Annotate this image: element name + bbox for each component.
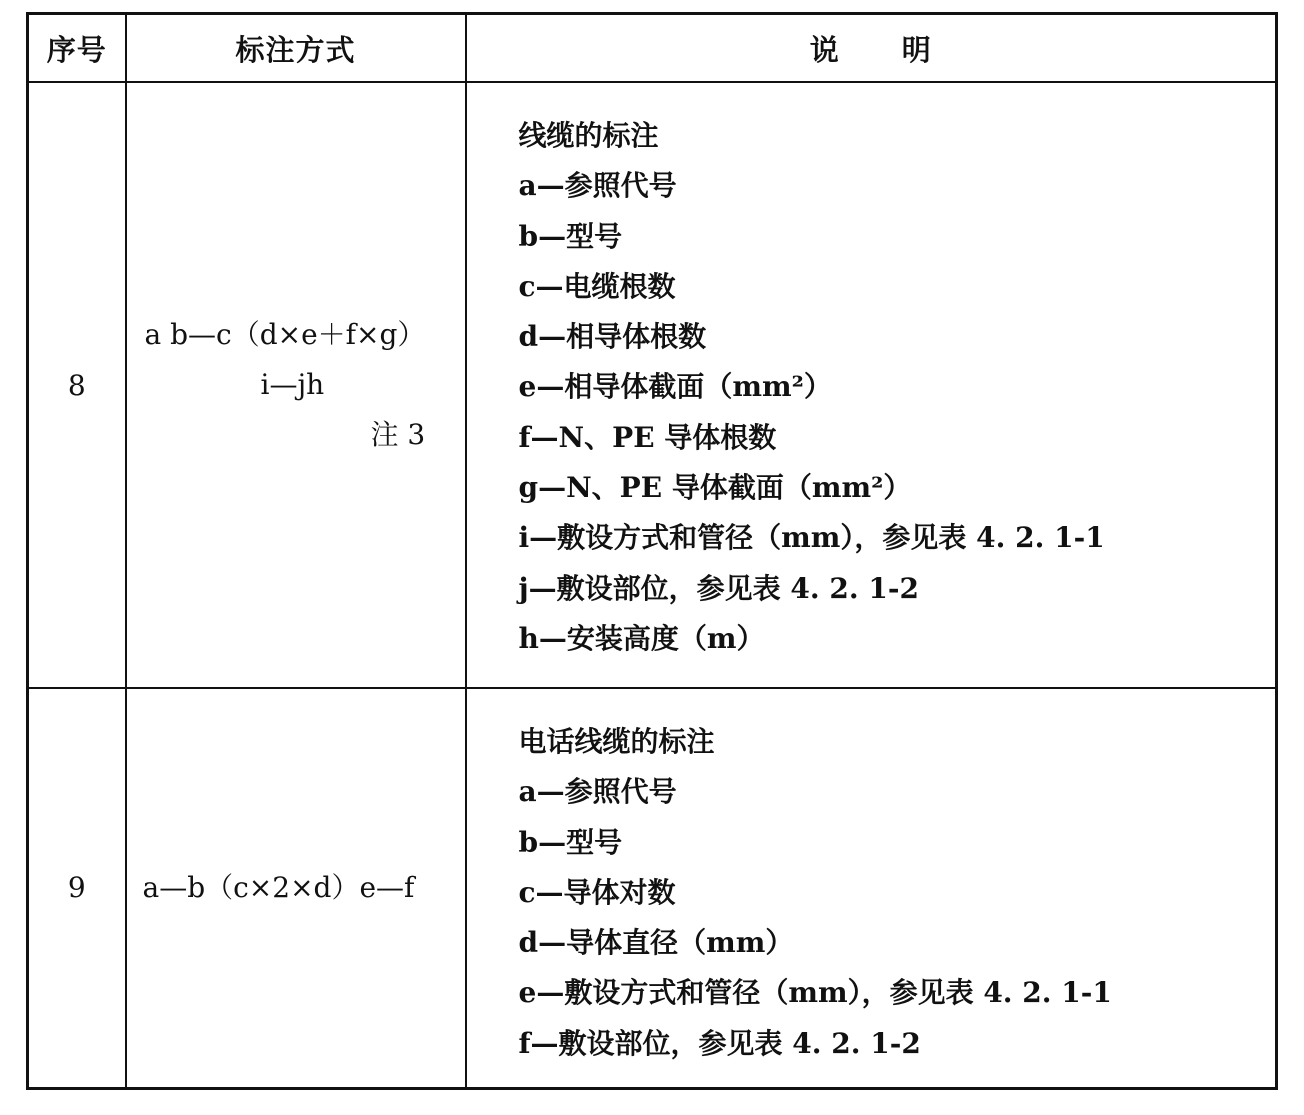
row-description — [466, 82, 1277, 688]
description-item: b—型号 — [518, 825, 623, 859]
marking-line: a b—c（d×e＋f×g） — [144, 318, 426, 351]
header-description-right: 明 — [901, 32, 932, 67]
row-serial-number: 8 — [28, 82, 126, 688]
description-item: f—N、PE 导体根数 — [518, 420, 777, 454]
description-item: f—敷设部位，参见表 4. 2. 1-2 — [518, 1026, 921, 1060]
description-item: g—N、PE 导体截面（mm²） — [518, 471, 912, 505]
description-item: d—导体直径（mm） — [518, 926, 794, 960]
header-description-left: 说 — [809, 32, 840, 67]
description-item: a—参照代号 — [518, 775, 677, 809]
description-item: e—相导体截面（mm²） — [518, 370, 832, 404]
marking-note: 注 3 — [370, 418, 426, 451]
header-serial-number: 序号 — [28, 14, 126, 83]
header-marking-method: 标注方式 — [126, 14, 466, 83]
description-title: 电话线缆的标注 — [518, 725, 715, 758]
description-item: i—敷设方式和管径（mm），参见表 4. 2. 1-1 — [518, 521, 1105, 555]
table-header-row — [28, 14, 1277, 83]
table-row — [28, 82, 1277, 688]
description-item: a—参照代号 — [518, 169, 677, 203]
description-item: h—安装高度（m） — [518, 621, 765, 655]
cable-marking-table — [26, 12, 1278, 1090]
row-serial-number: 9 — [28, 688, 126, 1088]
description-item: e—敷设方式和管径（mm），参见表 4. 2. 1-1 — [518, 976, 1112, 1010]
table-row — [28, 688, 1277, 1088]
description-item: j—敷设部位，参见表 4. 2. 1-2 — [518, 571, 919, 605]
description-item: c—电缆根数 — [518, 269, 676, 303]
row-marking-method — [126, 82, 466, 688]
row-marking-method — [126, 688, 466, 1088]
description-item: d—相导体根数 — [518, 320, 707, 354]
row-description — [466, 688, 1277, 1088]
marking-line: i—jh — [260, 368, 325, 401]
description-item: b—型号 — [518, 219, 623, 253]
marking-line: a—b（c×2×d）e—f — [142, 870, 415, 904]
description-title: 线缆的标注 — [518, 119, 659, 152]
header-description — [466, 14, 1277, 83]
description-item: c—导体对数 — [518, 875, 676, 909]
